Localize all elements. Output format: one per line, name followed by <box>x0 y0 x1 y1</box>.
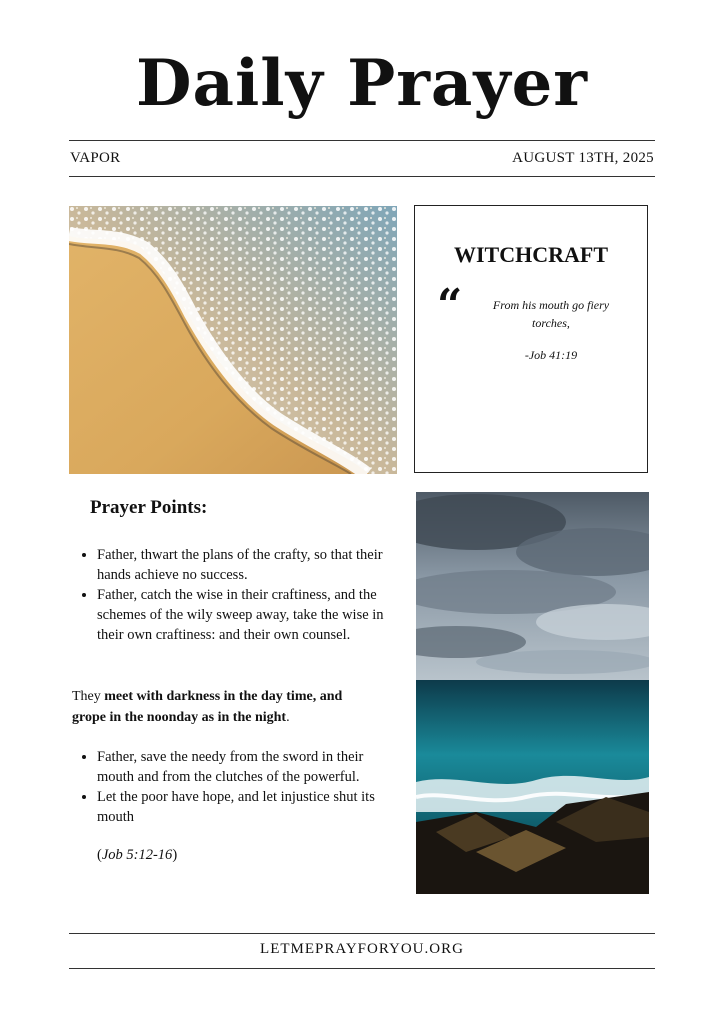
scripture-reference <box>97 847 177 864</box>
verse-emphasis: meet with darkness in the day time, and grope in the noonday as in the night <box>72 689 343 725</box>
header-bottom-rule <box>69 176 655 177</box>
prayer-point: • Let the poor have hope, and let injustice shut its mouth <box>97 787 397 827</box>
ref-paren-open: ( <box>97 847 102 863</box>
quote-box <box>414 205 648 473</box>
quote-text: From his mouth go fiery torches, <box>492 298 610 330</box>
footer-top-rule <box>69 933 655 934</box>
verse-end: . <box>286 710 290 725</box>
issue-label: VAPOR <box>70 150 121 166</box>
issue-date: AUGUST 13TH, 2025 <box>512 150 654 166</box>
prayer-points-heading: Prayer Points: <box>90 497 208 518</box>
sea-photo <box>416 492 649 894</box>
quote-title: WITCHCRAFT <box>453 242 608 267</box>
footer-bottom-rule <box>69 968 655 969</box>
prayer-point: • Father, save the needy from the sword in their mouth and from the clutches of the powerful. <box>97 747 397 787</box>
header-top-rule <box>69 140 655 141</box>
prayer-points-list-2 <box>80 747 397 827</box>
quote-reference: -Job 41:19 <box>524 348 578 362</box>
quote-mark-icon: “ <box>437 280 463 331</box>
scripture-reference-text: Job 5:12-16 <box>101 847 173 863</box>
prayer-point: • Father, thwart the plans of the crafty, so that their hands achieve no success. <box>97 545 397 585</box>
prayer-points-list <box>80 545 397 645</box>
beach-photo <box>69 206 397 474</box>
verse-intro: They <box>72 689 105 704</box>
ref-paren-close: ) <box>172 847 178 863</box>
footer-website: LETMEPRAYFORYOU.ORG <box>260 941 464 957</box>
masthead-title: Daily Prayer <box>136 46 588 121</box>
prayer-point: • Father, catch the wise in their craftiness, and the schemes of the wily sweep away, take the wise in their own craftiness: and their own counsel. <box>97 585 397 645</box>
scripture-verse <box>72 686 372 728</box>
